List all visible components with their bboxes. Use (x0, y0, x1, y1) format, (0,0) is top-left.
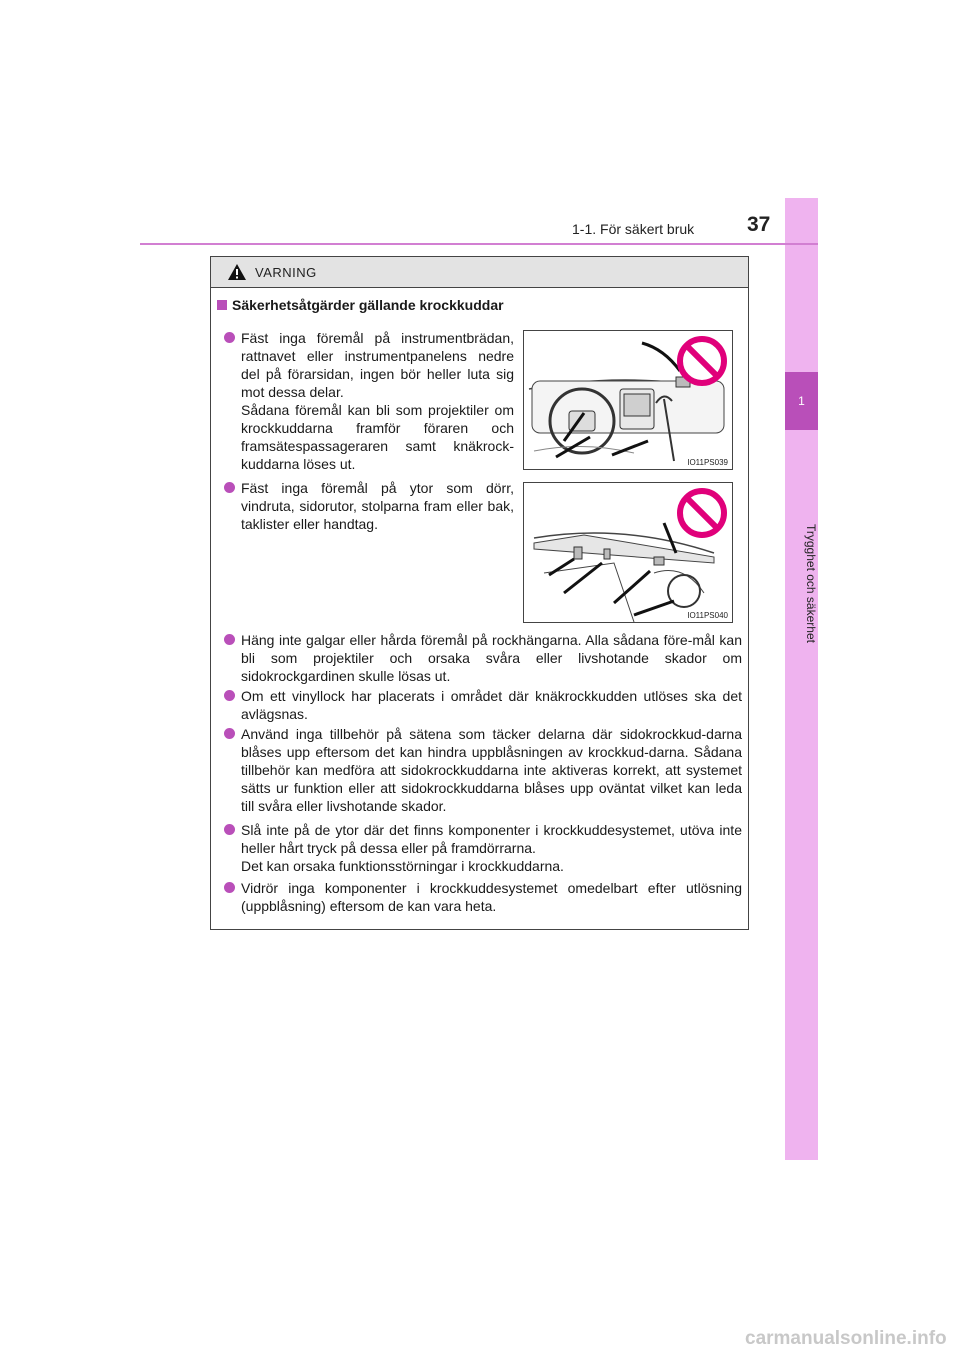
bullet-text: Slå inte på de ytor där det finns komponenter i krockkuddesystemet, utöva inte heller hårt tryck på dessa eller på framdörrarna. (241, 822, 742, 856)
bullet-text: Fäst inga föremål på instrumentbrädan, rattnavet eller instrumentpanelens nedre del på förarsidan, ingen bör heller luta sig mot dessa delar. (241, 330, 514, 400)
bullet-text: Vidrör inga komponenter i krockkuddesystemet omedelbart efter utlösning (uppblåsning) eftersom de kan vara heta. (241, 880, 742, 914)
bullet-dot-icon (224, 482, 235, 493)
bullet-item (241, 479, 514, 533)
bullet-text: Sådana föremål kan bli som projektiler om krockkuddarna framför föraren och framsätespassageraren samt knäkrock-kuddarna löses ut. (241, 402, 514, 472)
dashboard-illustration (523, 330, 733, 470)
bullet-dot-icon (224, 634, 235, 645)
bullet-item (241, 631, 742, 685)
bullet-item (241, 821, 742, 875)
warning-section-title-text: Säkerhetsåtgärder gällande krockkuddar (232, 297, 504, 313)
warning-header (211, 257, 748, 288)
warning-label: VARNING (255, 264, 317, 280)
chapter-title: Trygghet och säkerhet (804, 523, 818, 643)
watermark: carmanualsonline.info (745, 1328, 947, 1349)
bullet-text: Använd inga tillbehör på sätena som täcker delarna där sidokrockkud-darna blåses upp eftersom det kan hindra uppblåsningen av krockkud-darna. Sådana tillbehör kan medföra att sidokrockkuddarna inte aktiveras korrekt, att systemet sätts ur funktion eller att sidokrockkuddarna blåses upp oväntat vilket kan leda till svåra eller livshotande skador. (241, 726, 742, 814)
bullet-dot-icon (224, 728, 235, 739)
chapter-number: 1 (785, 372, 818, 430)
warning-section-title (217, 297, 504, 313)
bullet-text: Det kan orsaka funktionsstörningar i krockkuddarna. (241, 858, 564, 874)
section-header: 1-1. För säkert bruk (572, 221, 695, 237)
bullet-dot-icon (224, 882, 235, 893)
figure-caption: IO11PS039 (687, 458, 728, 467)
chapter-side-tab (785, 198, 818, 1160)
bullet-text: Fäst inga föremål på ytor som dörr, vindruta, sidorutor, stolparna fram eller bak, taklister eller handtag. (241, 480, 514, 532)
bullet-item (241, 329, 514, 473)
square-bullet-icon (217, 300, 227, 310)
bullet-dot-icon (224, 332, 235, 343)
warning-triangle-icon (227, 263, 247, 281)
page-number: 37 (747, 213, 771, 236)
bullet-text: Häng inte galgar eller hårda föremål på rockhängarna. Alla sådana före-mål kan bli som projektiler och orsaka svåra eller livshotande skador om sidokrockgardinen skulle lösas ut. (241, 632, 742, 684)
interior-illustration (523, 482, 733, 623)
bullet-item (241, 687, 742, 723)
prohibition-icon (676, 335, 728, 387)
prohibition-icon (676, 487, 728, 539)
bullet-text: Om ett vinyllock har placerats i området där knäkrockkudden utlöses ska det avlägsnas. (241, 688, 742, 722)
bullet-item (241, 725, 742, 815)
bullet-dot-icon (224, 824, 235, 835)
figure-caption: IO11PS040 (687, 611, 728, 620)
bullet-item (241, 879, 742, 915)
warning-box (210, 256, 749, 930)
header-rule (140, 243, 818, 245)
bullet-dot-icon (224, 690, 235, 701)
